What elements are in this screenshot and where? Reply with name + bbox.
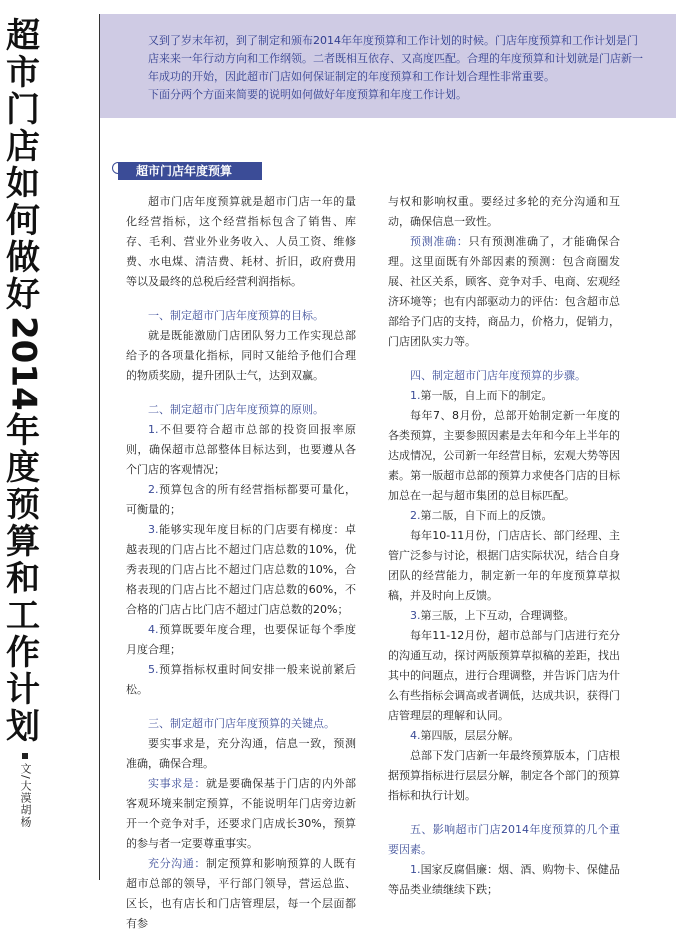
author-name: 文/大漠胡杨 xyxy=(19,763,32,828)
principle-1: 1.不但要符合超市总部的投资回报率原则，确保超市总部整体目标达到，也要遵从各个门店的客观情况； xyxy=(126,423,356,476)
step-4-title: 4.第四版，层层分解。 xyxy=(410,729,520,742)
principle-2: 2.预算包含的所有经营指标都要可量化，可衡量的； xyxy=(126,483,356,516)
step-1-title: 1.第一版，自上而下的制定。 xyxy=(410,389,553,402)
intro-paragraph-2: 下面分两个方面来简要的说明如何做好年度预算和年度工作计划。 xyxy=(148,88,467,101)
heading-steps: 四、制定超市门店年度预算的步骤。 xyxy=(410,369,586,382)
keypoints-intro: 要实事求是，充分沟通，信息一致，预测准确，确保合理。 xyxy=(126,737,356,770)
author-byline xyxy=(10,753,40,831)
keypoint-2: 充分沟通：制定预算和影响预算的人既有超市总部的领导，平行部门领导，营运总监、区长，也有店长和门店管理层，每一个层面都有参 xyxy=(126,857,357,930)
section-heading: 超市门店年度预算 xyxy=(118,162,262,180)
continued-text: 与权和影响权重。要经过多轮的充分沟通和互动，确保信息一致性。 xyxy=(388,195,620,228)
step-4-text: 总部下发门店新一年最终预算版本，门店根据预算指标进行层层分解，制定各个部门的预算指标和执行计划。 xyxy=(388,749,620,802)
principle-5: 5.预算指标权重时间安排一般来说前紧后松。 xyxy=(126,663,356,696)
column-divider-line xyxy=(99,14,100,880)
step-2-title: 2.第二版，自下而上的反馈。 xyxy=(410,509,553,522)
step-3-text: 每年11-12月份，超市总部与门店进行充分的沟通互动，探讨两版预算草拟稿的差距，找出其中的问题点，进行合理调整，并告诉门店为什么有些指标会调高或者调低，达成共识，获得门店管理层的理解和认同。 xyxy=(388,629,620,722)
goal-text: 就是既能激励门店团队努力工作实现总部给予的各项量化指标，同时又能给予他们合理的物质奖励，提升团队士气，达到双赢。 xyxy=(126,329,356,382)
title-year-digits: 2014 xyxy=(3,316,44,411)
factor-1: 1.国家反腐倡廉：烟、酒、购物卡、保健品等品类业绩继续下跌； xyxy=(388,863,620,896)
heading-principles: 二、制定超市门店年度预算的原则。 xyxy=(148,403,324,416)
step-3-title: 3.第三版，上下互动，合理调整。 xyxy=(410,609,575,622)
heading-keypoints: 三、制定超市门店年度预算的关键点。 xyxy=(148,717,335,730)
keypoint-3: 预测准确：只有预测准确了，才能确保合理。这里面既有外部因素的预测：包含商圈发展、社区关系，顾客、竞争对手、电商、宏观经济环境等；也有内部驱动力的评估：包含超市总部给予门店的支持，商品力，价格力，促销力，门店团队实力等。 xyxy=(388,235,621,348)
principle-3: 3.能够实现年度目标的门店要有梯度：卓越表现的门店占比不超过门店总数的10%，优秀表现的门店占比不超过门店总数的10%，合格表现的门店占比不超过门店总数的60%，不合格的门店占比门店不超过门店总数的20%； xyxy=(126,523,356,616)
heading-goal: 一、制定超市门店年度预算的目标。 xyxy=(148,309,324,322)
title-part2: 年度预算和工作计划 xyxy=(6,410,40,747)
title-part1: 超市门店如何做好 xyxy=(6,16,40,315)
intro-paragraph-1: 又到了岁末年初，到了制定和颁布2014年年度预算和工作计划的时候。门店年度预算和工作计划是门店来来一年行动方向和工作纲领。二者既相互依存、又高度匹配。合理的年度预算和计划就是门店新一年成功的开始，因此超市门店如何保证制定的年度预算和工作计划合理性非常重要。 xyxy=(148,34,643,83)
vertical-article-title xyxy=(4,18,42,746)
step-1-text: 每年7、8月份，总部开始制定新一年度的各类预算，主要参照因素是去年和今年上半年的达成情况，公司新一年经营目标，宏观大势等因素。第一版超市总部的预算力求使各门店的目标加总在一起与超市集团的总目标匹配。 xyxy=(388,409,620,502)
principle-4: 4.预算既要年度合理，也要保证每个季度月度合理； xyxy=(126,623,356,656)
left-column xyxy=(126,192,356,934)
bullet-square-icon xyxy=(22,753,28,759)
right-column xyxy=(388,192,620,900)
step-2-text: 每年10-11月份，门店店长、部门经理、主管广泛参与讨论，根据门店实际状况，结合自身团队的经营能力，制定新一年的年度预算草拟稿，并及时向上反馈。 xyxy=(388,529,620,602)
heading-factors: 五、影响超市门店2014年度预算的几个重要因素。 xyxy=(388,823,620,856)
intro-box xyxy=(100,14,676,118)
keypoint-1: 实事求是：就是要确保基于门店的内外部客观环境来制定预算，不能说明年门店旁边新开一个竞争对手，还要求门店成长30%，预算的参与者一定要尊重事实。 xyxy=(126,777,357,850)
intro-text: 超市门店年度预算就是超市门店一年的量化经营指标，这个经营指标包含了销售、库存、毛利、营业外业务收入、人员工资、维修费、水电煤、清洁费、耗材、折旧，政府费用等以及最终的总税后经营利润指标。 xyxy=(126,195,356,288)
